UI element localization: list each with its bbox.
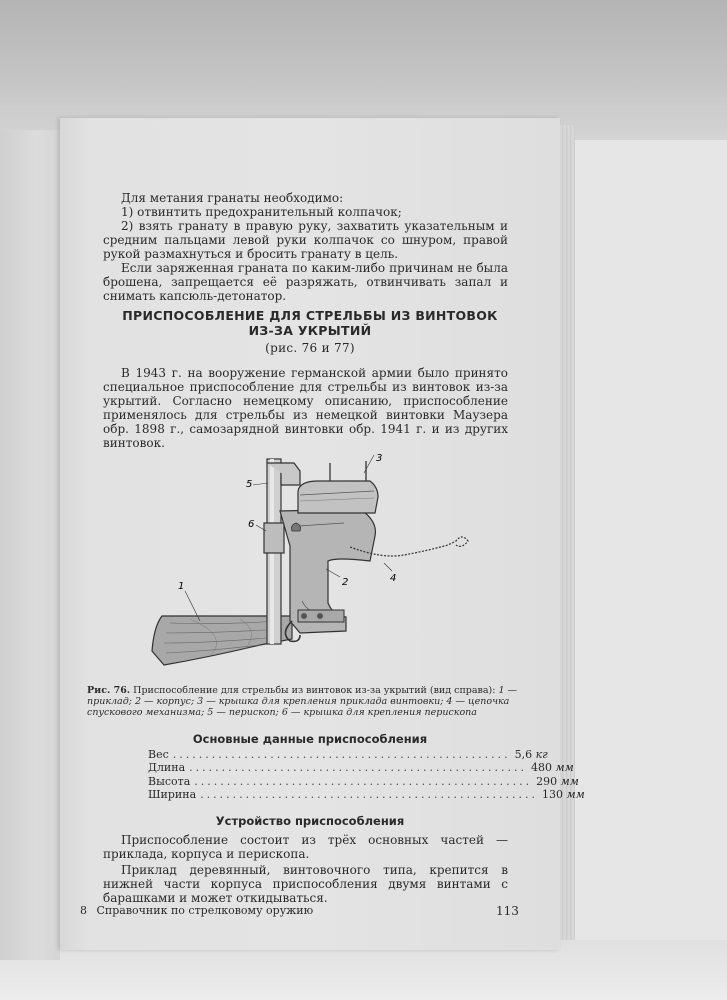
spec-leader-dots: .................................................... bbox=[194, 774, 533, 788]
figure-caption-legend: 1 — приклад; 2 — корпус; 3 — крышка для крепления приклада винтовки; 4 — цепочка спускового механизма; 5 — перископ; 6 — крышка для крепления перископа bbox=[87, 685, 518, 718]
spec-leader-dots: .................................................... bbox=[189, 761, 527, 775]
figure-label-2: 2 bbox=[342, 577, 349, 588]
spec-row-width bbox=[148, 787, 585, 801]
figure-label-6: 6 bbox=[248, 519, 255, 530]
spec-value: 130 мм bbox=[541, 787, 585, 801]
intro-warning: Если заряженная граната по каким-либо причинам не была брошена, запрещается её разряжать, отвинчивать запал и снимать капсюль-детонатор. bbox=[103, 261, 508, 303]
facing-page-edge bbox=[0, 130, 60, 960]
spec-value: 5,6 кг bbox=[514, 748, 548, 761]
intro-step-1: 1) отвинтить предохранительный колпачок; bbox=[121, 205, 402, 219]
figure-caption bbox=[87, 685, 537, 718]
spec-value: 480 мм bbox=[530, 761, 574, 775]
figure-label-5: 5 bbox=[246, 479, 253, 490]
body-part bbox=[280, 509, 375, 641]
spec-row-length bbox=[148, 761, 574, 775]
construction-title: Устройство приспособления bbox=[215, 814, 405, 828]
section-figure-ref: (рис. 76 и 77) bbox=[265, 341, 355, 355]
section-title-line-2: ИЗ-ЗА УКРЫТИЙ bbox=[248, 323, 372, 338]
section-paragraph-block bbox=[103, 366, 508, 450]
construction-paragraph-2: Приклад деревянный, винтовочного типа, крепится в нижней части корпуса приспособления двумя винтами с барашками и может откидываться. bbox=[103, 863, 508, 905]
spec-name: Длина bbox=[148, 761, 186, 775]
figure-caption-text: Приспособление для стрельбы из винтовок из-за укрытий (вид справа): bbox=[133, 685, 496, 696]
specs-table bbox=[148, 748, 585, 801]
book-title: Справочник по стрелковому оружию bbox=[96, 904, 314, 917]
figure-label-4: 4 bbox=[390, 573, 397, 584]
specs-title: Основные данные приспособления bbox=[192, 732, 428, 746]
figure-label-1: 1 bbox=[178, 581, 185, 592]
section-title-line-1: ПРИСПОСОБЛЕНИЕ ДЛЯ СТРЕЛЬБЫ ИЗ ВИНТОВОК bbox=[122, 308, 498, 323]
spec-leader-dots: .................................................... bbox=[172, 748, 511, 761]
intro-lead: Для метания гранаты необходимо: bbox=[121, 191, 344, 205]
book-page bbox=[60, 118, 585, 950]
intro-block bbox=[103, 191, 508, 303]
spec-name: Высота bbox=[148, 774, 191, 788]
figure-caption-label: Рис. 76. bbox=[87, 685, 131, 696]
figure-label-3: 3 bbox=[376, 453, 383, 464]
signature-mark: 8 bbox=[80, 904, 87, 917]
spec-row-weight bbox=[148, 748, 548, 761]
spec-row-height bbox=[148, 774, 579, 788]
construction-block bbox=[103, 833, 508, 905]
spec-name: Ширина bbox=[148, 787, 197, 801]
intro-step-2: 2) взять гранату в правую руку, захватить указательным и средним пальцами левой руки колпачок со шнуром, правой рукой размахнуться и бросить гранату в цель. bbox=[103, 219, 508, 261]
section-paragraph: В 1943 г. на вооружение германской армии было принято специальное приспособление для стрельбы из винтовок из-за укрытий. Согласно немецкому описанию, приспособление применялось для стрельбы из немецкой винтовки Маузера обр. 1898 г., самозарядной винтовки обр. 1941 г. и из других винтовок. bbox=[103, 366, 508, 450]
spec-name: Вес bbox=[148, 748, 169, 761]
construction-paragraph-1: Приспособление состоит из трёх основных частей — приклада, корпуса и перископа. bbox=[103, 833, 508, 861]
footer-signature bbox=[80, 904, 313, 917]
page-number: 113 bbox=[496, 904, 519, 918]
spec-leader-dots: .................................................... bbox=[200, 787, 538, 801]
figure-76-drawing bbox=[150, 451, 480, 671]
spec-value: 290 мм bbox=[536, 774, 579, 788]
